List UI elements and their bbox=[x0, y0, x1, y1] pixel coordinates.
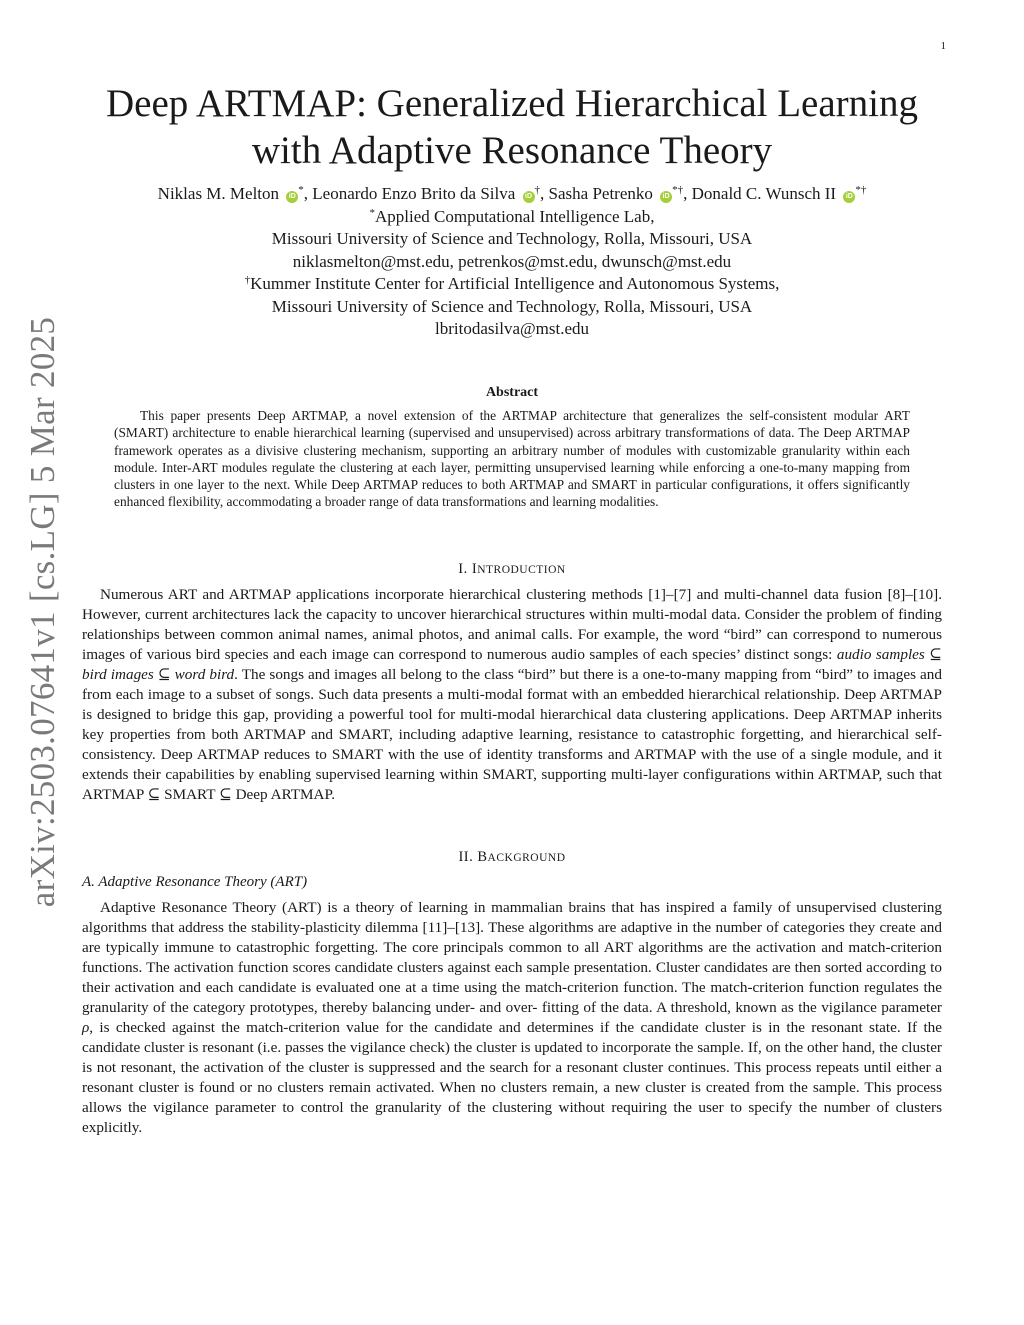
title-line-2: with Adaptive Resonance Theory bbox=[251, 129, 773, 172]
orcid-icon[interactable]: iD bbox=[523, 191, 535, 203]
section-numeral: II. bbox=[458, 849, 474, 865]
affiliation-1-university: Missouri University of Science and Technology, Rolla, Missouri, USA bbox=[271, 229, 753, 248]
author-wunsch: , Donald C. Wunsch II bbox=[683, 184, 837, 203]
author-block bbox=[70, 183, 954, 341]
affiliation-2-lab bbox=[70, 273, 954, 296]
affiliation-1-mark: * bbox=[369, 206, 375, 219]
introduction-text-part-1: Numerous ART and ARTMAP applications incorporate hierarchical clustering methods [1]–[7] and multi-channel data fusion [8]–[10]. However, current architectures lack the capacity to uncover hierarchical structures within multi-modal data. Consider the problem of finding relationships between common animal names, animal photos, and animal calls. For example, the word “bird” can correspond to numerous images of various bird species and each image can correspond to numerous audio samples of each species’ distinct songs: bbox=[82, 586, 942, 663]
section-title-rest: ACKGROUND bbox=[487, 852, 566, 864]
introduction-text-part-2: . The songs and images all belong to the class “bird” but there is a one-to-many mapping from “bird” to images and from each image to a subset of songs. Such data presents a multi-modal format with an embedded hierarchical relationship. Deep ARTMAP is designed to bridge this gap, providing a powerful tool for multi-modal hierarchical data clustering applications. Deep ARTMAP inherits key properties from both ARTMAP and SMART, including adaptive learning, resistance to catastrophic forgetting, and hierarchical self-consistency. Deep ARTMAP reduces to SMART with the use of identity transforms and ARTMAP with the use of a single module, and it extends their capabilities by enabling supervised learning within SMART, supporting multi-layer configurations within ARTMAP, such that ARTMAP ⊆ SMART ⊆ Deep ARTMAP. bbox=[82, 666, 942, 803]
title-line-1: Deep ARTMAP: Generalized Hierarchical Learning bbox=[106, 82, 918, 125]
author-brito-da-silva: , Leonardo Enzo Brito da Silva bbox=[303, 184, 516, 203]
section-heading-background bbox=[82, 849, 942, 866]
vigilance-symbol: ρ bbox=[82, 1019, 90, 1036]
section-initial: B bbox=[477, 849, 488, 865]
affiliation-1-lab bbox=[70, 206, 954, 229]
subsection-heading-art: A. Adaptive Resonance Theory (ART) bbox=[82, 874, 308, 890]
background-text-part-2: , is checked against the match-criterion value for the candidate and determines if the candidate cluster is in the resonant state. If the candidate cluster is resonant (i.e. passes the vigilance check) the cluster is updated to incorporate the sample. If, on the other hand, the cluster is not resonant, the activation of the cluster is suppressed and the search for a resonant cluster continues. This process repeats until either a resonant cluster is found or no clusters remain activated. When no clusters remain, a new cluster is created from the sample. This process allows the vigilance parameter to control the granularity of the clustering without requiring the user to specify the number of clusters explicitly. bbox=[82, 1019, 942, 1136]
introduction-math-expression: audio samples ⊆ bird images ⊆ word bird bbox=[82, 646, 943, 683]
author-list bbox=[70, 183, 954, 206]
background-text-part-1: Adaptive Resonance Theory (ART) is a theory of learning in mammalian brains that has inspired a family of unsupervised clustering algorithms that address the stability-plasticity dilemma [11]–[13]. These algorithms are adaptive in the number of categories they create and are typically immune to catastrophic forgetting. The core principals common to all ART algorithms are the activation and match-criterion functions. The activation function scores candidate clusters against each sample presentation. Cluster candidates are then sorted according to their activation and each candidate is evaluated one at a time using the match-criterion function. The match-criterion function regulates the granularity of the category prototypes, thereby balancing under- and over- fitting of the data. A threshold, known as the vigilance parameter bbox=[82, 899, 942, 1016]
author-wunsch-affil: *† bbox=[855, 184, 867, 196]
affiliation-2-mark: † bbox=[244, 274, 251, 286]
author-melton: Niklas M. Melton bbox=[157, 184, 280, 203]
author-petrenko: , Sasha Petrenko bbox=[540, 184, 653, 203]
affiliation-2-lab-text: Kummer Institute Center for Artificial Intelligence and Autonomous Systems, bbox=[250, 274, 780, 293]
arxiv-identifier: arXiv:2503.07641v1 [cs.LG] 5 Mar 2025 bbox=[23, 316, 62, 908]
affiliation-1-emails[interactable]: niklasmelton@mst.edu, petrenkos@mst.edu, dwunsch@mst.edu bbox=[292, 251, 732, 271]
background-paragraph bbox=[82, 898, 942, 1138]
abstract bbox=[114, 384, 910, 510]
affiliation-1-lab-text: Applied Computational Intelligence Lab, bbox=[375, 206, 655, 226]
orcid-icon[interactable]: iD bbox=[660, 191, 672, 203]
introduction-paragraph bbox=[82, 585, 942, 805]
orcid-icon[interactable]: iD bbox=[286, 191, 298, 203]
author-melton-affil: * bbox=[298, 184, 304, 196]
affiliation-2-university: Missouri University of Science and Technology, Rolla, Missouri, USA bbox=[271, 296, 753, 316]
author-petrenko-affil: *† bbox=[672, 184, 684, 196]
paper-title bbox=[70, 80, 954, 174]
section-numeral: I. bbox=[458, 561, 468, 577]
abstract-text: This paper presents Deep ARTMAP, a novel extension of the ARTMAP architecture that generalizes the self-consistent modular ART (SMART) architecture to enable hierarchical learning (supervised and unsupervised) across arbitrary transformations of data. The Deep ARTMAP framework operates as a divisive clustering mechanism, supporting an arbitrary number of modules with customizable granularity within each module. Inter-ART modules regulate the clustering at each layer, permitting unsupervised learning while enforcing a one-to-many mapping from clusters in one layer to the next. While Deep ARTMAP reduces to both ARTMAP and SMART in particular configurations, it offers significantly enhanced flexibility, accommodating a broader range of data transformations and learning modalities. bbox=[114, 408, 910, 510]
abstract-heading: Abstract bbox=[485, 385, 539, 400]
section-initial: I bbox=[471, 561, 478, 577]
author-brito-da-silva-affil: † bbox=[534, 184, 541, 196]
section-heading-introduction bbox=[82, 561, 942, 578]
page-number: 1 bbox=[940, 40, 946, 52]
orcid-icon[interactable]: iD bbox=[843, 191, 855, 203]
section-title-rest: NTRODUCTION bbox=[477, 564, 566, 576]
affiliation-2-email[interactable]: lbritodasilva@mst.edu bbox=[435, 319, 589, 338]
